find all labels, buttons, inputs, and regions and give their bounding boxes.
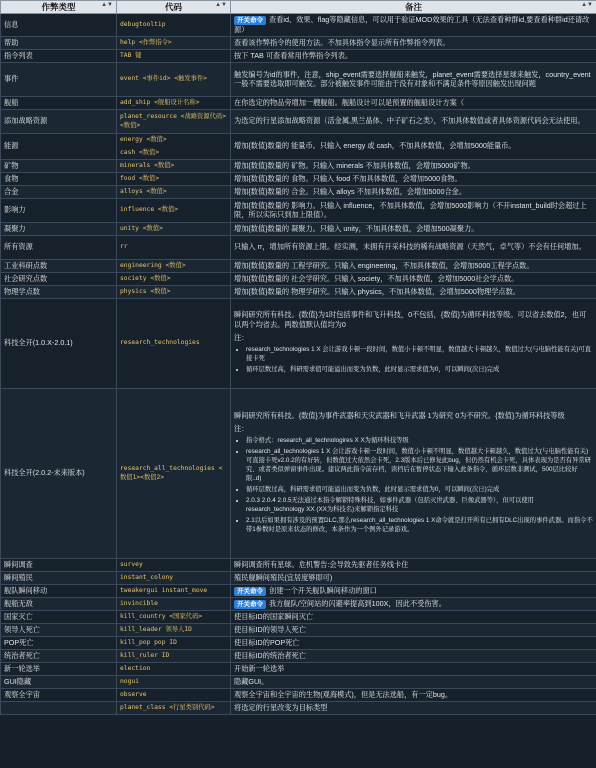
cell-note <box>231 235 596 259</box>
table-row <box>1 688 596 701</box>
cell-code <box>117 133 231 159</box>
code-text: kill_country <国家代码> <box>120 612 203 620</box>
note-text: 在你选定的物品旁增加一艘舰船。舰船设计可以是预置的舰船设计方案（ <box>234 97 465 107</box>
cell-type: 国家灭亡 <box>1 610 117 623</box>
table-row <box>1 49 596 62</box>
code-text: planet_resource <战略资源代码> <数值> <box>120 112 227 129</box>
note-text: 查看该作弊指令的使用方法。不加具体指令显示所有作弊指令列表。 <box>234 37 450 47</box>
note-text: 增加{数值}数量的 工程学研究。只输入 engineering，不加具体数值，会增加5000工程学点数。 <box>234 260 534 270</box>
cell-code <box>117 222 231 235</box>
note-text: 触发编号为id的事件，注意，ship_event需要选择舰船来触发，planet_event需要选择星球来触发，country_event一般不需要选取即可触发。部分被触发事件可能由于没有对象和不满足条件等原因触发出现问题 <box>234 69 591 88</box>
note-text: 增加{数值}数量的 物理学研究。只输入 physics，不加具体数值，会增加5000物理学点数。 <box>234 286 520 296</box>
note-text: 使目标ID的国家瞬间灭亡 <box>234 611 314 621</box>
cell-note <box>231 159 596 172</box>
table-row <box>1 272 596 285</box>
note-text: 增加{数值}数量的 能量币。只输入 energy 或 cash，不加具体数值，会增加5000能量币。 <box>234 141 516 151</box>
code-text: event <事件id> <触发事件> <box>120 75 208 83</box>
cell-code <box>117 597 231 610</box>
table-row <box>1 597 596 610</box>
table-row <box>1 701 596 714</box>
table-row <box>1 96 596 109</box>
table-row <box>1 285 596 298</box>
cell-note <box>231 285 596 298</box>
cell-note <box>231 623 596 636</box>
cell-note <box>231 584 596 597</box>
cell-code <box>117 701 231 714</box>
cell-code <box>117 285 231 298</box>
cell-code <box>117 388 231 558</box>
cell-note <box>231 36 596 49</box>
cell-type: 工业科研点数 <box>1 259 117 272</box>
cell-code <box>117 675 231 688</box>
code-text: food <数值> <box>120 174 160 182</box>
table-row <box>1 14 596 37</box>
cell-code <box>117 610 231 623</box>
code-text: research_all_technologies <数值1><数值2> <box>120 464 223 481</box>
cell-code <box>117 558 231 571</box>
cell-type: 舰队瞬间移动 <box>1 584 117 597</box>
header-code[interactable]: 代码 ▲▼ <box>117 1 231 14</box>
table-row <box>1 222 596 235</box>
toggle-command-badge: 开关命令 <box>234 587 266 596</box>
cell-note <box>231 133 596 159</box>
cell-type: 舰船无敌 <box>1 597 117 610</box>
table-row <box>1 388 596 558</box>
cell-type: 科技全开(2.0.2-未来版本) <box>1 388 117 558</box>
cell-type: 凝聚力 <box>1 222 117 235</box>
table-row <box>1 159 596 172</box>
cell-note <box>231 109 596 133</box>
note-bullet: • 2.1以后如果拥有涉及的预置DLC,那么research_all_technologies 1 X命令就是打开所有已拥有DLC出现的事件武器。而指令不带1参数时是原来状态的修改，本条作为一个例外记录游戏。 <box>246 516 593 534</box>
code-text: society <数值> <box>120 274 171 282</box>
cell-code <box>117 259 231 272</box>
cell-note <box>231 636 596 649</box>
cell-note <box>231 14 596 37</box>
cell-type: 舰船 <box>1 96 117 109</box>
note-label: 注： <box>234 424 249 433</box>
cell-code <box>117 96 231 109</box>
code-text: add_ship <舰船设计名称> <box>120 98 200 106</box>
cell-code <box>117 636 231 649</box>
code-text: planet_class <行星类别代码> <box>120 703 215 711</box>
code-text: unity <数值> <box>120 224 163 232</box>
note-text: 创建一个开关舰队瞬间移动的窗口 <box>269 585 377 595</box>
cell-code <box>117 688 231 701</box>
cell-note <box>231 185 596 198</box>
table-row <box>1 235 596 259</box>
cell-type: 新一轮选举 <box>1 662 117 675</box>
sort-icon[interactable]: ▲▼ <box>101 2 113 8</box>
code-text: debugtooltip <box>120 21 166 28</box>
cell-type: 观察全宇宙 <box>1 688 117 701</box>
code-text: survey <box>120 560 143 568</box>
code-text: kill_ruler ID <box>120 651 170 659</box>
note-text: 瞬间调查所有星球。危机警告:会导致先驱者任务线卡住 <box>234 559 409 569</box>
cell-note <box>231 222 596 235</box>
cell-note <box>231 272 596 285</box>
cell-type: 信息 <box>1 14 117 37</box>
table-row <box>1 36 596 49</box>
cell-type: 社会研究点数 <box>1 272 117 285</box>
note-text: 使目标ID的POP死亡 <box>234 637 300 647</box>
code-text: kill_pop pop ID <box>120 638 177 646</box>
cell-code <box>117 272 231 285</box>
table-row <box>1 558 596 571</box>
cell-type: 影响力 <box>1 198 117 222</box>
table-row <box>1 571 596 584</box>
code-text: tweakergui instant_move <box>120 586 208 594</box>
note-text: 只输入 rr，增加所有资源上限。经实测，未拥有开采科技的稀有战略资源（天然气，卓气等）不会有任何增加。 <box>234 242 586 252</box>
code-text: minerals <数值> <box>120 161 175 169</box>
table-row <box>1 675 596 688</box>
note-text: 开始新一轮选举 <box>234 663 285 673</box>
note-text: 殖民舰瞬间殖民(宜居度够即可) <box>234 572 333 582</box>
table-row <box>1 610 596 623</box>
note-text: 瞬间研究所有科技。{数值}为事件武器和天灾武器和飞升武器 1为研究 0为不研究。{数值}为循环科技等级 <box>234 410 565 420</box>
table-row <box>1 133 596 159</box>
cell-note <box>231 198 596 222</box>
code-text: observe <box>120 690 147 698</box>
code-text: alloys <数值> <box>120 187 167 195</box>
cell-type: 瞬间殖民 <box>1 571 117 584</box>
cell-note <box>231 49 596 62</box>
cell-note <box>231 675 596 688</box>
note-text: 查看id、效果、flag等隐藏信息，可以用于验证MOD效果的工具（无法查看种群id,要查看种群id还请改源） <box>234 15 590 34</box>
cell-note <box>231 649 596 662</box>
cell-type: 物理学点数 <box>1 285 117 298</box>
code-text: invincible <box>120 599 158 607</box>
cell-type: 合金 <box>1 185 117 198</box>
table-row <box>1 584 596 597</box>
note-bullet: • 循环层数过高，科研需求值可能溢出而变为负数，此时显示需求值为0，可以瞬间(次日)完成 <box>246 485 593 494</box>
table-row <box>1 185 596 198</box>
cell-code <box>117 172 231 185</box>
cell-note <box>231 571 596 584</box>
note-bullet: • research_all_technologies 1 X 会让游戏卡顿一段时间，数值小卡顿不明显，数值越大卡顿越久，数值过大(与电脑性能有关)可直接卡死v2.0.2的有好转，但数值过大依然会卡死，2.3版本后已修复此bug，但仍然有机会卡死，具体表现为是否有异常研究、或者类似弹窗事件出现。建议两此指令前存档，读档后在暂停状态下输入此条指令，循环层数非测试，500层比较好限..d) <box>246 447 593 483</box>
cell-code <box>117 109 231 133</box>
code-text: influence <数值> <box>120 206 179 214</box>
note-bullet: • 指令格式：research_all_technologires X X为循环科技等级 <box>246 436 593 445</box>
note-label: 注： <box>234 333 249 343</box>
note-text: 瞬间研究所有科技。{数值}为1时包括事件和飞升科技，0不包括，{数值}为循环科技等级。可以省去数值2，也可以两个均省去。两数值默认值均为0 <box>234 310 587 329</box>
cell-type: 所有资源 <box>1 235 117 259</box>
cell-type: 事件 <box>1 62 117 96</box>
cell-note <box>231 701 596 714</box>
cell-code <box>117 662 231 675</box>
cell-type: 科技全开(1.0.X-2.0.1) <box>1 298 117 388</box>
table-row <box>1 649 596 662</box>
code-text: nogui <box>120 677 139 685</box>
toggle-command-badge: 开关命令 <box>234 600 266 609</box>
cell-type: 领导人死亡 <box>1 623 117 636</box>
note-text: 增加{数值}数量的 影响力。只输入 influence，不加具体数值，会增加5000影响力（不开instant_build时会超过上限，所以实际只到加上限值）。 <box>234 200 587 219</box>
code-text: rr <box>120 243 128 251</box>
note-text: 使目标ID的统治者死亡 <box>234 650 306 660</box>
cell-note <box>231 172 596 185</box>
code-text: help <作弊指令> <box>120 38 172 46</box>
cell-code <box>117 198 231 222</box>
table-row <box>1 109 596 133</box>
cell-note <box>231 558 596 571</box>
cell-code <box>117 36 231 49</box>
cell-note <box>231 610 596 623</box>
cell-code <box>117 62 231 96</box>
cell-note <box>231 597 596 610</box>
note-text: 观察全宇宙和全宇宙的生物(观海模式)，但是无法选船，有一定bug。 <box>234 689 453 699</box>
cell-type: 瞬间调查 <box>1 558 117 571</box>
sort-icon[interactable]: ▲▼ <box>581 2 593 8</box>
cell-type: 添加战略资源 <box>1 109 117 133</box>
note-bullet: • 2.0.3 2.0.4 2.0.5无法通过本指令解锁特殊科技，如事件武器（包括灭世武器、巨像武器等），但可以使用 research_technology XX (XX为科技名)来解锁指定科技 <box>246 496 593 514</box>
code-text: election <box>120 664 151 672</box>
cell-note <box>231 259 596 272</box>
note-bullets <box>234 345 593 374</box>
note-text: 隐藏GUI。 <box>234 676 269 686</box>
table-row <box>1 172 596 185</box>
cell-type: GUI隐藏 <box>1 675 117 688</box>
table-header-row <box>1 1 596 14</box>
cell-type: POP死亡 <box>1 636 117 649</box>
note-text: 为选定的行星添加战略资源（活金属,黑兰晶体、中子矿石之类），不加具体数值或者具体资源代码会无法使用。 <box>234 116 585 126</box>
sort-icon[interactable]: ▲▼ <box>215 2 227 8</box>
code-text: engineering <数值> <box>120 261 186 269</box>
cell-code <box>117 14 231 37</box>
note-text: 增加{数值}数量的 矿物。只输入 minerals 不加具体数值，会增加5000矿物。 <box>234 160 475 170</box>
note-bullets <box>234 436 593 534</box>
cell-code <box>117 298 231 388</box>
code-text: TAB 键 <box>120 51 142 59</box>
cell-note <box>231 96 596 109</box>
cell-note <box>231 388 596 558</box>
note-text: 增加{数值}数量的 社会学研究。只输入 society，不加具体数值，会增加5000社会学点数。 <box>234 273 519 283</box>
cell-code <box>117 235 231 259</box>
cell-type: 帮助 <box>1 36 117 49</box>
table-row <box>1 298 596 388</box>
note-text: 我方舰队/空间站的闪避率提高到100X，因此不受伤害。 <box>269 598 446 608</box>
cell-code <box>117 584 231 597</box>
cell-type: 矿物 <box>1 159 117 172</box>
cell-note <box>231 662 596 675</box>
cell-code <box>117 649 231 662</box>
cell-type <box>1 701 117 714</box>
code-text-alt: cash <数值> <box>120 149 160 156</box>
note-text: 增加{数值}数量的 凝聚力。只输入 unity，不加具体数值，会增加500凝聚力。 <box>234 223 479 233</box>
table-row <box>1 623 596 636</box>
code-text: kill_leader 领导人ID <box>120 625 192 633</box>
cell-note <box>231 298 596 388</box>
code-text: energy <数值> <box>120 135 167 143</box>
cell-type: 统治者死亡 <box>1 649 117 662</box>
table-row <box>1 636 596 649</box>
cell-type: 能源 <box>1 133 117 159</box>
note-text: 使目标ID的领导人死亡 <box>234 624 306 634</box>
toggle-command-badge: 开关命令 <box>234 16 266 25</box>
cell-code <box>117 571 231 584</box>
note-text: 按下 TAB 可查看常用作弊指令列表。 <box>234 50 353 60</box>
note-bullet: • research_technologies 1 X 会让游戏卡顿一段时间，数值小卡顿不明显，数值越大卡顿越久，数值过大(与电脑性能有关)可直接卡死 <box>246 345 593 363</box>
header-type[interactable]: 作弊类型 ▲▼ <box>1 1 117 14</box>
cell-code <box>117 185 231 198</box>
note-bullet: • 循环层数过高，科研需求值可能溢出而变为负数，此时显示需求值为0，可以瞬间(次日)完成 <box>246 365 593 374</box>
table-row <box>1 198 596 222</box>
cell-type: 指令列表 <box>1 49 117 62</box>
cell-code <box>117 159 231 172</box>
table-row <box>1 62 596 96</box>
table-row <box>1 259 596 272</box>
cell-code <box>117 623 231 636</box>
note-text: 增加{数值}数量的 食物。只输入 food 不加具体数值，会增加5000食物。 <box>234 173 462 183</box>
table-row <box>1 662 596 675</box>
note-text: 增加{数值}数量的 合金。只输入 alloys 不加具体数值，会增加5000合金。 <box>234 186 467 196</box>
note-text: 将选定的行星改变为目标类型 <box>234 702 328 712</box>
code-text: instant_colony <box>120 573 174 581</box>
cell-note <box>231 688 596 701</box>
header-note[interactable]: 备注 ▲▼ <box>231 1 596 14</box>
cell-note <box>231 62 596 96</box>
table-body <box>1 14 596 715</box>
cell-code <box>117 49 231 62</box>
code-text: research_technologies <box>120 339 200 347</box>
cell-type: 食物 <box>1 172 117 185</box>
code-text: physics <数值> <box>120 287 171 295</box>
